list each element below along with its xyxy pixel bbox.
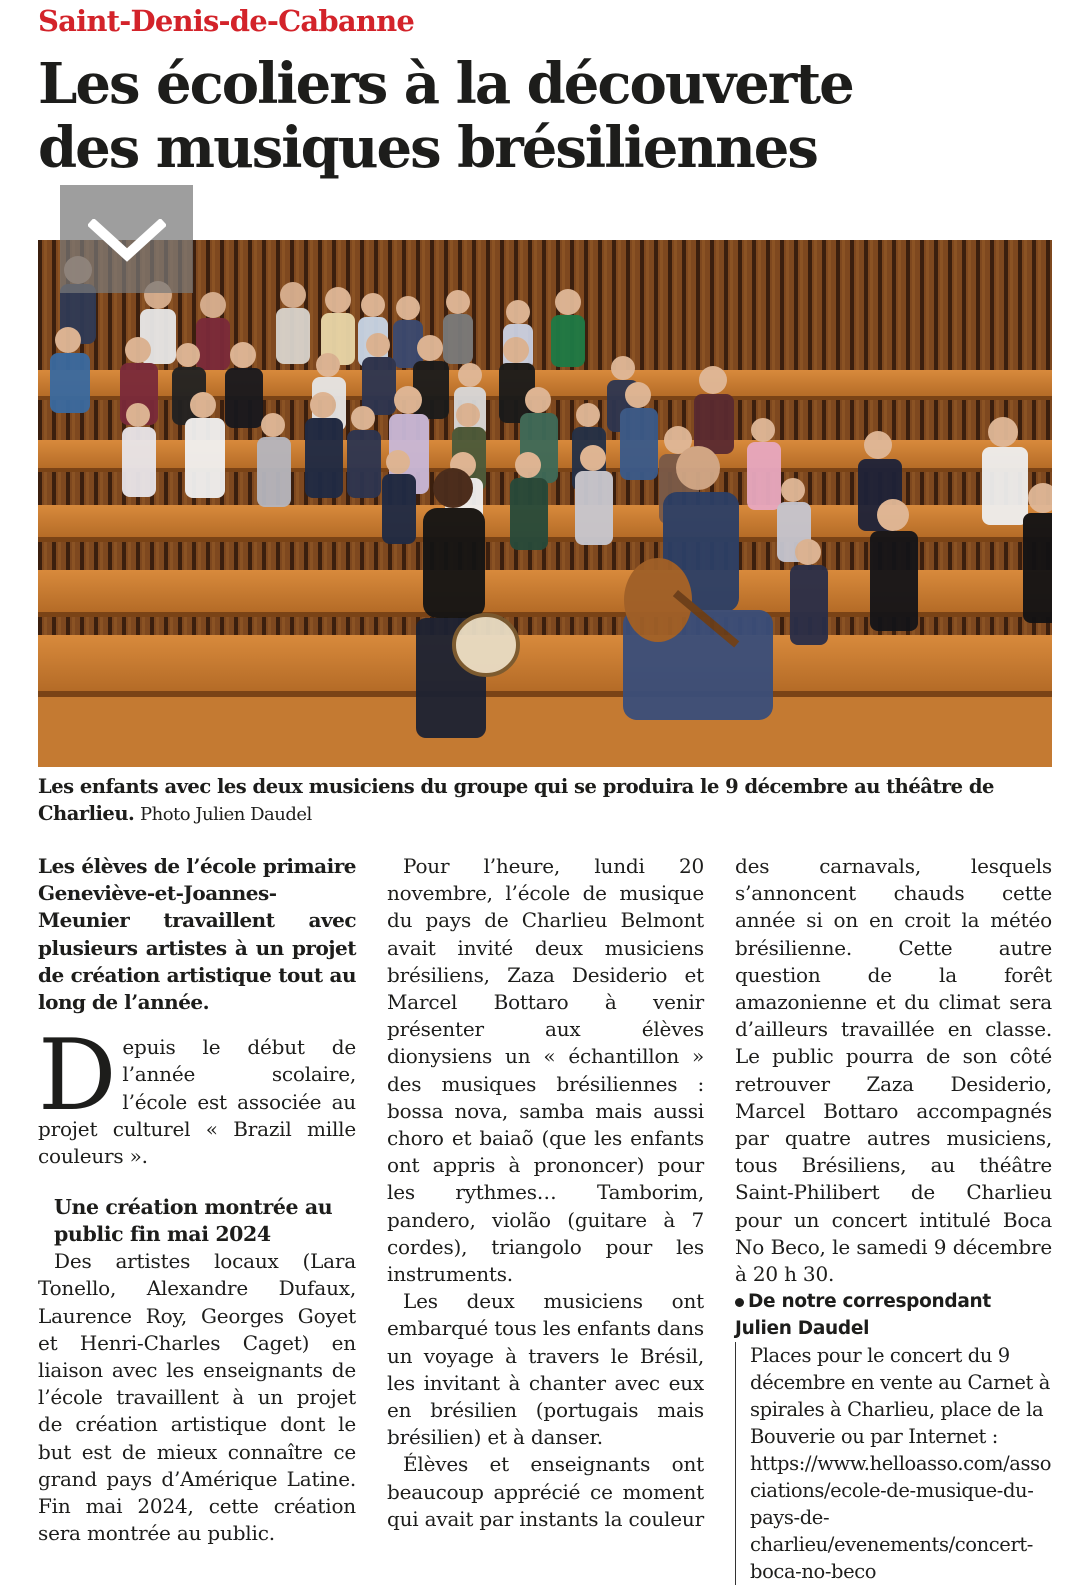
headline-line-2: des musiques brésiliennes <box>38 115 817 181</box>
article-column-3 <box>735 853 1052 1585</box>
intro-paragraph <box>38 1019 356 1170</box>
caption-text: Les enfants avec les deux musiciens du groupe qui se produira le 9 décembre au théâtre de Charlieu. <box>38 775 994 825</box>
photo-caption <box>38 773 1048 828</box>
article-column-2 <box>387 853 704 1533</box>
chevron-down-icon <box>88 219 166 263</box>
body-paragraph-4: Élèves et enseignants ont beaucoup apprécié ce moment qui avait par instants la couleur <box>387 1452 704 1531</box>
article-photo[interactable] <box>38 240 1052 767</box>
section-rubric: Saint-Denis-de-Cabanne <box>38 4 415 38</box>
drop-cap: D <box>38 1019 117 1134</box>
article-subheading: Une création montrée au public fin mai 2024 <box>54 1195 333 1247</box>
article-column-1 <box>38 853 356 1547</box>
bullet-icon <box>735 1298 744 1307</box>
body-paragraph-2: Pour l’heure, lundi 20 novembre, l’école de musique du pays de Charlieu Belmont avait invité deux musiciens brésiliens, Zaza Desiderio et Marcel Bottaro à venir présenter aux élèves dionysiens un « échantillon » des musiques brésiliennes : bossa nova, samba mais aussi choro et baiaõ (que les enfants ont appris à prononcer) pour les rythmes… Tamborim, pandero, violão (guitare à 7 cordes), triangolo pour les instruments. <box>387 854 704 1287</box>
author-signature <box>735 1288 1052 1342</box>
expand-photo-button[interactable] <box>60 185 193 293</box>
photo-credit: Photo Julien Daudel <box>140 804 312 825</box>
photo-illustration <box>38 240 1052 767</box>
intro-text: epuis le début de l’année scolaire, l’école est associée au projet culturel « Brazil mille couleurs ». <box>38 1035 356 1169</box>
headline-line-1: Les écoliers à la découverte <box>38 51 853 117</box>
body-paragraph-1: Des artistes locaux (Lara Tonello, Alexandre Dufaux, Laurence Roy, Georges Goyet et Henri-Charles Caget) en liaison avec les enseignants de l’école travaillent à un projet de création artistique dont le but est de mieux connaître ce grand pays d’Amérique Latine. Fin mai 2024, cette création sera montrée au public. <box>38 1249 356 1546</box>
ticket-info-box: Places pour le concert du 9 décembre en vente au Carnet à spirales à Charlieu, place de la Bouverie ou par Internet : https://www.helloasso.com/associations/ecole-de-musique-du-pays-de-charlieu/evenements/concert-boca-no-beco <box>735 1342 1052 1585</box>
article-lead: Les élèves de l’école primaire Geneviève-et-Joannes-Meunier travaillent avec plusieurs artistes à un projet de création artistique tout au long de l’année. <box>38 854 356 1015</box>
article-headline <box>38 52 1038 180</box>
signature-line-1: De notre correspondant <box>748 1291 991 1313</box>
signature-line-2: Julien Daudel <box>735 1318 870 1340</box>
body-paragraph-4-continued: des carnavals, lesquels s’annoncent chauds cette année si on en croit la météo brésilienne. Cette autre question de la forêt amazonienne et du climat sera d’ailleurs travaillée en classe. Le public pourra de son côté retrouver Zaza Desiderio, Marcel Bottaro accompagnés par quatre autres musiciens, tous Brésiliens, au théâtre Saint-Philibert de Charlieu pour un concert intitulé Boca No Beco, le samedi 9 décembre à 20 h 30. <box>735 854 1052 1287</box>
body-paragraph-3: Les deux musiciens ont embarqué tous les enfants dans un voyage à travers le Brésil, les invitant à chanter avec eux en brésilien (portugais mais brésilien) et à danser. <box>387 1289 704 1450</box>
